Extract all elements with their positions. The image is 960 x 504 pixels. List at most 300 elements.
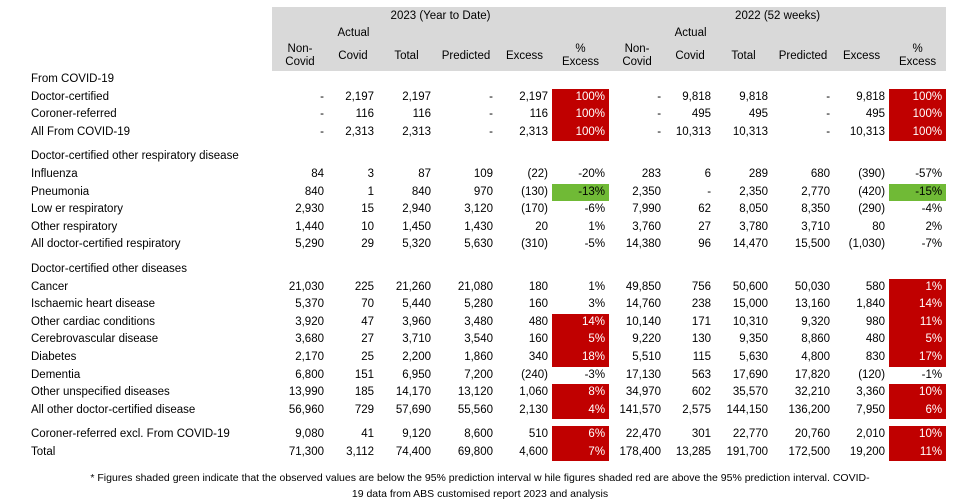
cell-predicted-2022: 17,820 bbox=[794, 368, 831, 381]
cell-non-2022: - bbox=[657, 90, 662, 103]
section-heading-row bbox=[27, 71, 946, 89]
header-spacer-2022b bbox=[834, 25, 889, 41]
cell-covid-2023: 29 bbox=[361, 238, 374, 251]
cell-blank-2022-4 bbox=[834, 261, 889, 279]
cell-excess-2022: (120) bbox=[858, 368, 886, 381]
col-pct-excess-2022 bbox=[889, 41, 946, 71]
cell-blank-2022-2 bbox=[715, 141, 772, 148]
section-heading-row bbox=[27, 148, 946, 166]
cell-pct-excess-2022: 11% bbox=[889, 314, 946, 332]
corner-blank-2 bbox=[27, 25, 272, 41]
cell-blank-2022-3 bbox=[772, 419, 834, 426]
cell-predicted-2022: 8,860 bbox=[801, 333, 831, 346]
cell-total-2022: 14,470 bbox=[732, 238, 769, 251]
cell-blank-2023-0 bbox=[272, 148, 328, 166]
cell-pct-excess-2023: 100% bbox=[552, 106, 609, 124]
cell-total-2022: 3,780 bbox=[739, 220, 769, 233]
cell-blank-2022-2 bbox=[715, 261, 772, 279]
cell-blank-2023-1 bbox=[328, 254, 378, 261]
grand-total-row bbox=[27, 444, 946, 462]
spacer-label bbox=[27, 141, 272, 148]
col-predicted-2022: Predicted bbox=[772, 41, 834, 71]
cell-total-2023: 21,260 bbox=[395, 280, 431, 293]
cell-total-2023: 2,313 bbox=[402, 125, 431, 138]
col-pct-excess-2023-line1: % bbox=[575, 43, 586, 55]
cell-excess-2023: (130) bbox=[521, 185, 548, 198]
cell-non-2022: 49,850 bbox=[625, 280, 662, 293]
cell-total-2023: 3,710 bbox=[402, 333, 431, 346]
cell-blank-2023-4 bbox=[497, 261, 552, 279]
cell-pct-excess-2022: 2% bbox=[925, 220, 943, 233]
cell-excess-2023: 480 bbox=[528, 315, 548, 328]
cell-excess-2023: 4,600 bbox=[519, 445, 548, 458]
cell-total-2023: 9,120 bbox=[402, 428, 431, 441]
cell-blank-2023-2 bbox=[378, 419, 435, 426]
row-label: Other respiratory bbox=[31, 220, 118, 233]
cell-non-2022: 2,350 bbox=[632, 185, 662, 198]
cell-predicted-2023: 1,860 bbox=[464, 350, 493, 363]
header-row-year bbox=[27, 7, 946, 25]
cell-covid-2023: 3,112 bbox=[346, 445, 374, 458]
data-row bbox=[27, 279, 946, 297]
cell-covid-2023: 2,313 bbox=[345, 125, 374, 138]
cell-pct-excess-2023: 4% bbox=[552, 402, 609, 420]
cell-blank-2022-2 bbox=[715, 148, 772, 166]
cell-blank-2022-3 bbox=[772, 141, 834, 148]
cell-blank-2023-5 bbox=[552, 148, 609, 166]
cell-pct-excess-2023: -5% bbox=[584, 238, 606, 251]
cell-predicted-2023: 5,280 bbox=[464, 298, 493, 311]
cell-excess-2023: 2,313 bbox=[519, 125, 548, 138]
cell-predicted-2023: 3,120 bbox=[464, 203, 493, 216]
cell-covid-2023: 10 bbox=[361, 220, 374, 233]
cell-excess-2023: (310) bbox=[521, 238, 548, 251]
cell-total-2022: 9,818 bbox=[739, 90, 769, 103]
coroner-referred-row bbox=[27, 426, 946, 444]
cell-pct-excess-2022: 100% bbox=[889, 124, 946, 142]
cell-excess-2022: 495 bbox=[865, 108, 886, 121]
cell-blank-2023-3 bbox=[435, 148, 497, 166]
cell-pct-excess-2022: 10% bbox=[889, 426, 946, 444]
cell-total-2023: 14,170 bbox=[395, 386, 431, 399]
cell-covid-2022: 495 bbox=[691, 108, 712, 121]
row-label: All From COVID-19 bbox=[31, 125, 131, 138]
cell-pct-excess-2022: 100% bbox=[889, 106, 946, 124]
header-period-2023: 2023 (Year to Date) bbox=[272, 7, 609, 25]
cell-total-2022: 10,313 bbox=[732, 125, 769, 138]
cell-total-2022: 9,350 bbox=[739, 333, 769, 346]
cell-total-2022: 10,310 bbox=[732, 315, 769, 328]
cell-covid-2022: 96 bbox=[698, 238, 712, 251]
cell-blank-2022-3 bbox=[772, 261, 834, 279]
data-row bbox=[27, 384, 946, 402]
cell-blank-2022-1 bbox=[665, 419, 715, 426]
col-excess-2022: Excess bbox=[834, 41, 889, 71]
cell-blank-2022-4 bbox=[834, 141, 889, 148]
cell-blank-2022-3 bbox=[772, 71, 834, 89]
cell-covid-2022: 602 bbox=[691, 386, 712, 399]
data-row bbox=[27, 106, 946, 124]
cell-covid-2022: 13,285 bbox=[675, 445, 712, 458]
cell-covid-2022: 2,575 bbox=[682, 403, 712, 416]
cell-blank-2023-5 bbox=[552, 419, 609, 426]
col-pct-excess-2022-line2: Excess bbox=[899, 56, 937, 68]
cell-excess-2023: (170) bbox=[521, 203, 548, 216]
cell-excess-2022: (390) bbox=[858, 167, 886, 180]
cell-covid-2022: 62 bbox=[698, 203, 712, 216]
cell-pct-excess-2022: -1% bbox=[921, 368, 943, 381]
cell-predicted-2022: - bbox=[826, 90, 831, 103]
cell-covid-2023: 47 bbox=[361, 315, 374, 328]
cell-covid-2023: 225 bbox=[354, 280, 374, 293]
cell-non-2023: 1,440 bbox=[295, 220, 324, 233]
cell-excess-2022: 3,360 bbox=[856, 386, 886, 399]
cell-excess-2022: 80 bbox=[872, 220, 886, 233]
cell-covid-2023: 729 bbox=[354, 403, 374, 416]
cell-non-2022: 9,220 bbox=[632, 333, 662, 346]
cell-blank-2023-2 bbox=[378, 141, 435, 148]
row-label: Coroner-referred excl. From COVID-19 bbox=[31, 428, 230, 441]
header-actual-2023: Actual bbox=[272, 25, 435, 41]
data-row bbox=[27, 201, 946, 219]
cell-predicted-2023: 21,080 bbox=[457, 280, 493, 293]
cell-total-2023: 2,200 bbox=[402, 350, 431, 363]
col-pct-excess-2022-line1: % bbox=[912, 43, 923, 55]
col-noncovid-2023-line2: Covid bbox=[285, 56, 315, 68]
cell-pct-excess-2023: 6% bbox=[552, 426, 609, 444]
cell-pct-excess-2022: 6% bbox=[889, 402, 946, 420]
cell-blank-2022-2 bbox=[715, 254, 772, 261]
header-spacer-2022a bbox=[772, 25, 834, 41]
cell-blank-2022-1 bbox=[665, 71, 715, 89]
cell-blank-2022-4 bbox=[834, 254, 889, 261]
data-row bbox=[27, 184, 946, 202]
cell-predicted-2023: - bbox=[489, 108, 493, 121]
cell-covid-2023: 116 bbox=[355, 108, 374, 121]
cell-excess-2023: 1,060 bbox=[519, 386, 548, 399]
cell-non-2023: 2,930 bbox=[295, 203, 324, 216]
cell-predicted-2023: 55,560 bbox=[457, 403, 493, 416]
cell-covid-2023: 27 bbox=[361, 333, 374, 346]
row-label: Influenza bbox=[31, 167, 78, 180]
cell-pct-excess-2023: 7% bbox=[552, 444, 609, 462]
cell-total-2023: 840 bbox=[411, 185, 431, 198]
cell-non-2023: - bbox=[320, 90, 324, 103]
data-row bbox=[27, 349, 946, 367]
cell-blank-2023-4 bbox=[497, 419, 552, 426]
cell-total-2022: 15,000 bbox=[732, 298, 769, 311]
cell-excess-2023: 180 bbox=[528, 280, 548, 293]
cell-non-2022: 3,760 bbox=[632, 220, 662, 233]
cell-predicted-2022: - bbox=[826, 125, 831, 138]
cell-blank-2023-1 bbox=[328, 71, 378, 89]
cell-excess-2022: (1,030) bbox=[848, 238, 886, 251]
header-actual-2022: Actual bbox=[609, 25, 772, 41]
cell-covid-2023: 151 bbox=[354, 368, 374, 381]
cell-blank-2023-4 bbox=[497, 71, 552, 89]
cell-blank-2022-5 bbox=[889, 71, 946, 89]
cell-predicted-2023: - bbox=[489, 90, 493, 103]
cell-non-2023: - bbox=[320, 125, 324, 138]
cell-blank-2022-0 bbox=[609, 254, 665, 261]
cell-excess-2022: 19,200 bbox=[849, 445, 886, 458]
cell-total-2023: 3,960 bbox=[402, 315, 431, 328]
cell-excess-2022: 480 bbox=[865, 333, 886, 346]
cell-blank-2022-0 bbox=[609, 148, 665, 166]
section-total-row bbox=[27, 402, 946, 420]
cell-covid-2023: 185 bbox=[354, 386, 374, 399]
spacer-label bbox=[27, 419, 272, 426]
cell-covid-2023: 3 bbox=[367, 167, 374, 180]
cell-pct-excess-2023: 100% bbox=[552, 89, 609, 107]
row-label: Other unspecified diseases bbox=[31, 386, 170, 399]
cell-blank-2023-1 bbox=[328, 148, 378, 166]
data-row bbox=[27, 331, 946, 349]
cell-blank-2023-3 bbox=[435, 141, 497, 148]
cell-blank-2023-2 bbox=[378, 261, 435, 279]
cell-non-2023: 71,300 bbox=[288, 445, 324, 458]
row-spacer bbox=[27, 254, 946, 261]
data-row bbox=[27, 166, 946, 184]
cell-excess-2023: 20 bbox=[535, 220, 548, 233]
cell-total-2023: 2,197 bbox=[402, 90, 431, 103]
row-spacer bbox=[27, 419, 946, 426]
cell-predicted-2022: 2,770 bbox=[801, 185, 831, 198]
cell-pct-excess-2023: 100% bbox=[552, 124, 609, 142]
cell-predicted-2022: 15,500 bbox=[794, 238, 831, 251]
cell-non-2023: 840 bbox=[304, 185, 324, 198]
cell-covid-2023: 15 bbox=[361, 203, 374, 216]
col-covid-2022: Covid bbox=[665, 41, 715, 71]
row-label: Coroner-referred bbox=[31, 108, 117, 121]
cell-covid-2022: 563 bbox=[691, 368, 712, 381]
cell-total-2023: 2,940 bbox=[402, 203, 431, 216]
cell-total-2022: 144,150 bbox=[726, 403, 769, 416]
row-label: Other cardiac conditions bbox=[31, 315, 156, 328]
cell-non-2022: 34,970 bbox=[625, 386, 662, 399]
cell-total-2023: 87 bbox=[418, 167, 431, 180]
cell-predicted-2022: 136,200 bbox=[788, 403, 831, 416]
cell-total-2022: 17,690 bbox=[732, 368, 769, 381]
col-noncovid-2022-line2: Covid bbox=[622, 56, 652, 68]
cell-blank-2022-4 bbox=[834, 71, 889, 89]
cell-predicted-2022: 8,350 bbox=[801, 203, 831, 216]
cell-pct-excess-2022: -15% bbox=[889, 184, 946, 202]
cell-predicted-2022: 9,320 bbox=[801, 315, 831, 328]
cell-blank-2022-3 bbox=[772, 148, 834, 166]
cell-pct-excess-2022: 17% bbox=[889, 349, 946, 367]
cell-predicted-2022: 680 bbox=[810, 167, 831, 180]
cell-pct-excess-2022: 11% bbox=[889, 444, 946, 462]
cell-covid-2023: 70 bbox=[361, 298, 374, 311]
cell-non-2023: 56,960 bbox=[288, 403, 324, 416]
cell-pct-excess-2022: 1% bbox=[889, 279, 946, 297]
cell-blank-2022-5 bbox=[889, 261, 946, 279]
cell-blank-2023-1 bbox=[328, 419, 378, 426]
cell-excess-2022: 10,313 bbox=[849, 125, 886, 138]
cell-blank-2022-1 bbox=[665, 148, 715, 166]
cell-non-2023: 5,290 bbox=[295, 238, 324, 251]
cell-non-2023: 84 bbox=[311, 167, 324, 180]
cell-predicted-2022: 20,760 bbox=[794, 428, 831, 441]
cell-predicted-2023: 1,430 bbox=[464, 220, 493, 233]
data-row bbox=[27, 296, 946, 314]
cell-non-2023: 5,370 bbox=[295, 298, 324, 311]
cell-covid-2023: 2,197 bbox=[345, 90, 374, 103]
cell-covid-2022: 115 bbox=[692, 350, 712, 363]
cell-total-2022: 5,630 bbox=[739, 350, 769, 363]
row-label: All doctor-certified respiratory bbox=[31, 238, 181, 251]
row-label: Cancer bbox=[31, 280, 69, 293]
cell-blank-2022-1 bbox=[665, 254, 715, 261]
cell-predicted-2023: 3,540 bbox=[464, 333, 493, 346]
cell-predicted-2022: 50,030 bbox=[794, 280, 831, 293]
col-total-2023: Total bbox=[378, 41, 435, 71]
cell-pct-excess-2023: 14% bbox=[552, 314, 609, 332]
cell-excess-2023: 510 bbox=[528, 428, 548, 441]
cell-blank-2023-5 bbox=[552, 71, 609, 89]
cell-total-2022: 35,570 bbox=[732, 386, 769, 399]
cell-total-2022: 22,770 bbox=[732, 428, 769, 441]
cell-predicted-2023: 69,800 bbox=[457, 445, 493, 458]
excess-deaths-table bbox=[27, 7, 946, 461]
header-period-2022: 2022 (52 weeks) bbox=[609, 7, 946, 25]
cell-predicted-2023: - bbox=[489, 125, 493, 138]
cell-total-2022: 289 bbox=[748, 167, 769, 180]
cell-covid-2022: 756 bbox=[691, 280, 712, 293]
cell-non-2023: - bbox=[320, 108, 324, 121]
row-label: Doctor-certified other diseases bbox=[31, 262, 187, 275]
cell-non-2023: 3,920 bbox=[295, 315, 324, 328]
cell-non-2022: 283 bbox=[641, 167, 662, 180]
cell-blank-2023-0 bbox=[272, 71, 328, 89]
row-spacer bbox=[27, 141, 946, 148]
cell-excess-2023: 160 bbox=[528, 298, 548, 311]
cell-blank-2022-1 bbox=[665, 141, 715, 148]
cell-covid-2022: 9,818 bbox=[682, 90, 712, 103]
footnote-line-1: * Figures shaded green indicate that the observed values are below the 95% prediction interval w hile figures shaded red are above the 95% prediction interval. COVID- bbox=[90, 472, 870, 484]
cell-non-2022: 14,760 bbox=[625, 298, 662, 311]
cell-pct-excess-2023: -20% bbox=[578, 167, 606, 180]
cell-non-2023: 9,080 bbox=[295, 428, 324, 441]
footnote-line-2: 19 data from ABS customised report 2023 and analysis bbox=[351, 488, 609, 500]
cell-blank-2023-5 bbox=[552, 261, 609, 279]
cell-pct-excess-2022: -7% bbox=[921, 238, 943, 251]
col-excess-2023: Excess bbox=[497, 41, 552, 71]
cell-predicted-2023: 13,120 bbox=[457, 386, 493, 399]
cell-non-2022: 178,400 bbox=[619, 445, 662, 458]
cell-excess-2022: 830 bbox=[865, 350, 886, 363]
cell-non-2022: 17,130 bbox=[625, 368, 662, 381]
cell-excess-2023: (240) bbox=[521, 368, 548, 381]
cell-covid-2023: 41 bbox=[361, 428, 374, 441]
cell-blank-2023-3 bbox=[435, 71, 497, 89]
cell-covid-2023: 1 bbox=[367, 185, 374, 198]
cell-non-2023: 2,170 bbox=[295, 350, 324, 363]
cell-blank-2022-0 bbox=[609, 141, 665, 148]
cell-excess-2022: 580 bbox=[865, 280, 886, 293]
cell-blank-2022-0 bbox=[609, 261, 665, 279]
cell-total-2022: 2,350 bbox=[739, 185, 769, 198]
cell-blank-2023-1 bbox=[328, 261, 378, 279]
corner-blank bbox=[27, 7, 272, 25]
cell-non-2023: 6,800 bbox=[295, 368, 324, 381]
cell-blank-2022-4 bbox=[834, 419, 889, 426]
cell-pct-excess-2022: -57% bbox=[915, 167, 943, 180]
cell-blank-2023-0 bbox=[272, 419, 328, 426]
col-predicted-2023: Predicted bbox=[435, 41, 497, 71]
cell-blank-2023-1 bbox=[328, 141, 378, 148]
cell-blank-2023-3 bbox=[435, 419, 497, 426]
cell-blank-2022-5 bbox=[889, 419, 946, 426]
cell-covid-2022: 301 bbox=[691, 428, 712, 441]
cell-blank-2022-5 bbox=[889, 148, 946, 166]
spacer-label bbox=[27, 254, 272, 261]
cell-excess-2023: 116 bbox=[529, 108, 548, 121]
cell-covid-2022: 10,313 bbox=[675, 125, 712, 138]
cell-pct-excess-2023: 3% bbox=[588, 298, 606, 311]
cell-total-2022: 495 bbox=[748, 108, 769, 121]
col-noncovid-2023-line1: Non- bbox=[287, 43, 313, 55]
data-row bbox=[27, 367, 946, 385]
cell-excess-2022: 2,010 bbox=[856, 428, 886, 441]
row-label: All other doctor-certified disease bbox=[31, 403, 196, 416]
cell-blank-2023-2 bbox=[378, 71, 435, 89]
cell-blank-2023-4 bbox=[497, 141, 552, 148]
cell-non-2022: 7,990 bbox=[632, 203, 662, 216]
header-spacer-2023c bbox=[552, 25, 609, 41]
col-pct-excess-2023-line2: Excess bbox=[561, 56, 600, 68]
cell-covid-2022: 130 bbox=[691, 333, 712, 346]
cell-excess-2023: 340 bbox=[528, 350, 548, 363]
cell-blank-2022-5 bbox=[889, 254, 946, 261]
row-label: Total bbox=[31, 445, 56, 458]
cell-pct-excess-2023: -13% bbox=[552, 184, 609, 202]
cell-blank-2023-2 bbox=[378, 148, 435, 166]
footnote bbox=[22, 470, 938, 502]
section-total-row bbox=[27, 124, 946, 142]
cell-total-2022: 191,700 bbox=[726, 445, 769, 458]
cell-blank-2023-0 bbox=[272, 141, 328, 148]
cell-covid-2022: 238 bbox=[691, 298, 712, 311]
cell-predicted-2022: 13,160 bbox=[794, 298, 831, 311]
cell-blank-2023-0 bbox=[272, 261, 328, 279]
cell-total-2023: 116 bbox=[412, 108, 431, 121]
cell-blank-2023-3 bbox=[435, 254, 497, 261]
cell-non-2023: 3,680 bbox=[295, 333, 324, 346]
cell-covid-2022: - bbox=[707, 185, 712, 198]
cell-total-2023: 1,450 bbox=[402, 220, 431, 233]
cell-covid-2022: 171 bbox=[691, 315, 712, 328]
cell-total-2023: 5,440 bbox=[402, 298, 431, 311]
cell-pct-excess-2023: -3% bbox=[584, 368, 606, 381]
cell-excess-2022: 1,840 bbox=[856, 298, 886, 311]
cell-blank-2022-4 bbox=[834, 148, 889, 166]
row-label: From COVID-19 bbox=[31, 73, 115, 85]
row-label: Dementia bbox=[31, 368, 81, 381]
cell-excess-2023: 2,130 bbox=[519, 403, 548, 416]
cell-predicted-2022: 3,710 bbox=[801, 220, 831, 233]
cell-pct-excess-2022: 5% bbox=[889, 331, 946, 349]
row-label: Doctor-certified other respiratory disease bbox=[31, 150, 239, 163]
cell-non-2023: 13,990 bbox=[288, 386, 324, 399]
cell-total-2023: 6,950 bbox=[402, 368, 431, 381]
cell-blank-2022-1 bbox=[665, 261, 715, 279]
section-total-row bbox=[27, 236, 946, 254]
row-label: Pneumonia bbox=[31, 185, 90, 198]
cell-excess-2023: (22) bbox=[527, 167, 548, 180]
cell-non-2022: 22,470 bbox=[625, 428, 662, 441]
